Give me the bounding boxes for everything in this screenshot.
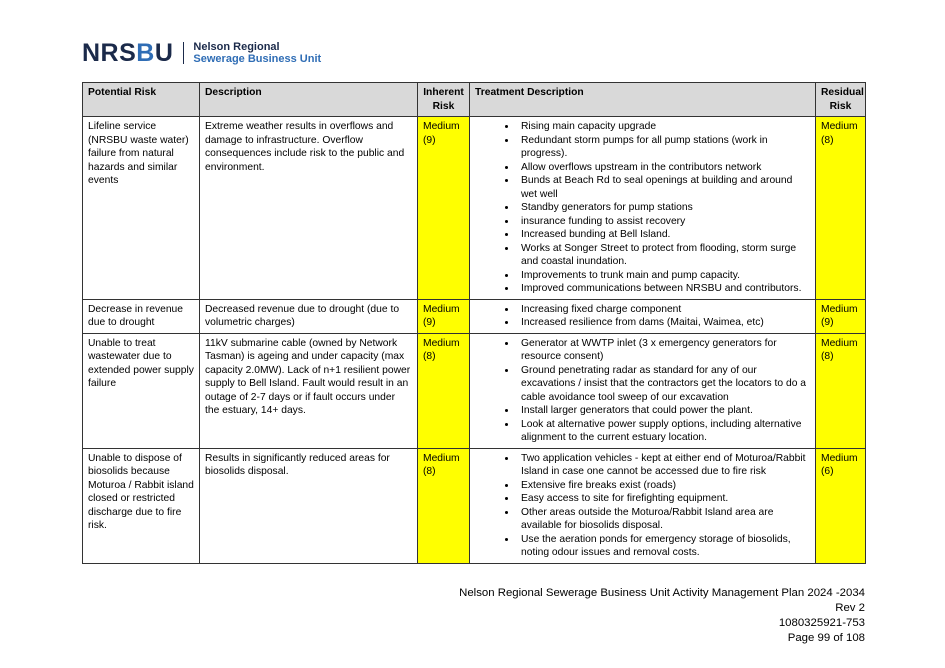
table-row: [83, 448, 866, 563]
header-potential-risk: Potential Risk: [83, 83, 200, 117]
footer-revision: Rev 2: [835, 602, 865, 614]
list-item: • Increasing fixed charge component: [517, 303, 810, 317]
footer-page-number: Page 99 of 108: [787, 632, 865, 644]
list-item: • Extensive fire breaks exist (roads): [517, 479, 810, 493]
residual-risk-badge: Medium (6): [816, 448, 866, 563]
list-item: • Generator at WWTP inlet (3 x emergency generators for resource consent): [517, 337, 810, 364]
inherent-risk-badge: Medium (8): [418, 333, 470, 448]
risk-table: [82, 82, 866, 564]
inherent-risk-badge: Medium (9): [418, 117, 470, 300]
table-row: [83, 299, 866, 333]
list-item: • Standby generators for pump stations: [517, 201, 810, 215]
header-inherent-risk: Inherent Risk: [418, 83, 470, 117]
header-residual-risk: Residual Risk: [816, 83, 866, 117]
list-item: • Improvements to trunk main and pump capacity.: [517, 269, 810, 283]
residual-risk-badge: Medium (8): [816, 117, 866, 300]
treatment-list: [475, 120, 810, 296]
residual-risk-badge: Medium (8): [816, 333, 866, 448]
treatment-cell: [470, 448, 816, 563]
description-cell: Extreme weather results in overflows and damage to infrastructure. Overflow consequences include risk to the public and environment.: [200, 117, 418, 300]
risk-cell: Unable to treat wastewater due to extended power supply failure: [83, 333, 200, 448]
list-item: • insurance funding to assist recovery: [517, 215, 810, 229]
description-cell: 11kV submarine cable (owned by Network Tasman) is ageing and under capacity (max capacity 2.0MW). Lack of n+1 resilient power supply to Bell Island. Fault would result in an outage of 2-7 days or if fault occurs under the estuary, 14+ days.: [200, 333, 418, 448]
risk-cell: Decrease in revenue due to drought: [83, 299, 200, 333]
treatment-list: [475, 303, 810, 330]
footer-document-id: 1080325921-753: [778, 617, 865, 629]
list-item: • Allow overflows upstream in the contributors network: [517, 161, 810, 175]
list-item: • Bunds at Beach Rd to seal openings at building and around wet well: [517, 174, 810, 201]
footer-document-title: Nelson Regional Sewerage Business Unit Activity Management Plan 2024 -2034: [459, 587, 865, 599]
list-item: • Other areas outside the Moturoa/Rabbit Island area are available for biosolids disposal.: [517, 506, 810, 533]
treatment-list: [475, 337, 810, 445]
logo-line-1: Nelson Regional: [193, 41, 280, 53]
logo-divider: [183, 42, 184, 64]
list-item: • Install larger generators that could power the plant.: [517, 404, 810, 418]
page-footer: [459, 586, 865, 646]
treatment-cell: [470, 117, 816, 300]
logo-line-2: Sewerage Business Unit: [193, 53, 322, 65]
list-item: • Increased bunding at Bell Island.: [517, 228, 810, 242]
inherent-risk-badge: Medium (9): [418, 299, 470, 333]
header-treatment-description: Treatment Description: [470, 83, 816, 117]
risk-cell: Unable to dispose of biosolids because Moturoa / Rabbit island closed or restricted discharge due to fire risk.: [83, 448, 200, 563]
table-header-row: [83, 83, 866, 117]
nrsbu-logo: [82, 38, 321, 68]
list-item: • Increased resilience from dams (Maitai, Waimea, etc): [517, 316, 810, 330]
list-item: • Rising main capacity upgrade: [517, 120, 810, 134]
header-description: Description: [200, 83, 418, 117]
table-row: [83, 333, 866, 448]
list-item: • Look at alternative power supply options, including alternative alignment to the current estuary location.: [517, 418, 810, 445]
list-item: • Two application vehicles - kept at either end of Moturoa/Rabbit Island in case one cannot be accessed due to fire risk: [517, 452, 810, 479]
residual-risk-badge: Medium (9): [816, 299, 866, 333]
description-cell: Results in significantly reduced areas for biosolids disposal.: [200, 448, 418, 563]
description-cell: Decreased revenue due to drought (due to volumetric charges): [200, 299, 418, 333]
list-item: • Works at Songer Street to protect from flooding, storm surge and coastal inundation.: [517, 242, 810, 269]
list-item: • Ground penetrating radar as standard for any of our excavations / insist that the contractors get the locators to do a cable avoidance tool sweep of our excavation: [517, 364, 810, 405]
list-item: • Use the aeration ponds for emergency storage of biosolids, noting odour issues and removal costs.: [517, 533, 810, 560]
logo-wordmark: NRSBU: [82, 38, 174, 67]
treatment-list: [475, 452, 810, 560]
inherent-risk-badge: Medium (8): [418, 448, 470, 563]
treatment-cell: [470, 333, 816, 448]
risk-cell: Lifeline service (NRSBU waste water) failure from natural hazards and similar events: [83, 117, 200, 300]
list-item: • Easy access to site for firefighting equipment.: [517, 492, 810, 506]
list-item: • Improved communications between NRSBU and contributors.: [517, 282, 810, 296]
table-row: [83, 117, 866, 300]
logo-subtitle: [193, 41, 321, 65]
treatment-cell: [470, 299, 816, 333]
list-item: • Redundant storm pumps for all pump stations (work in progress).: [517, 134, 810, 161]
